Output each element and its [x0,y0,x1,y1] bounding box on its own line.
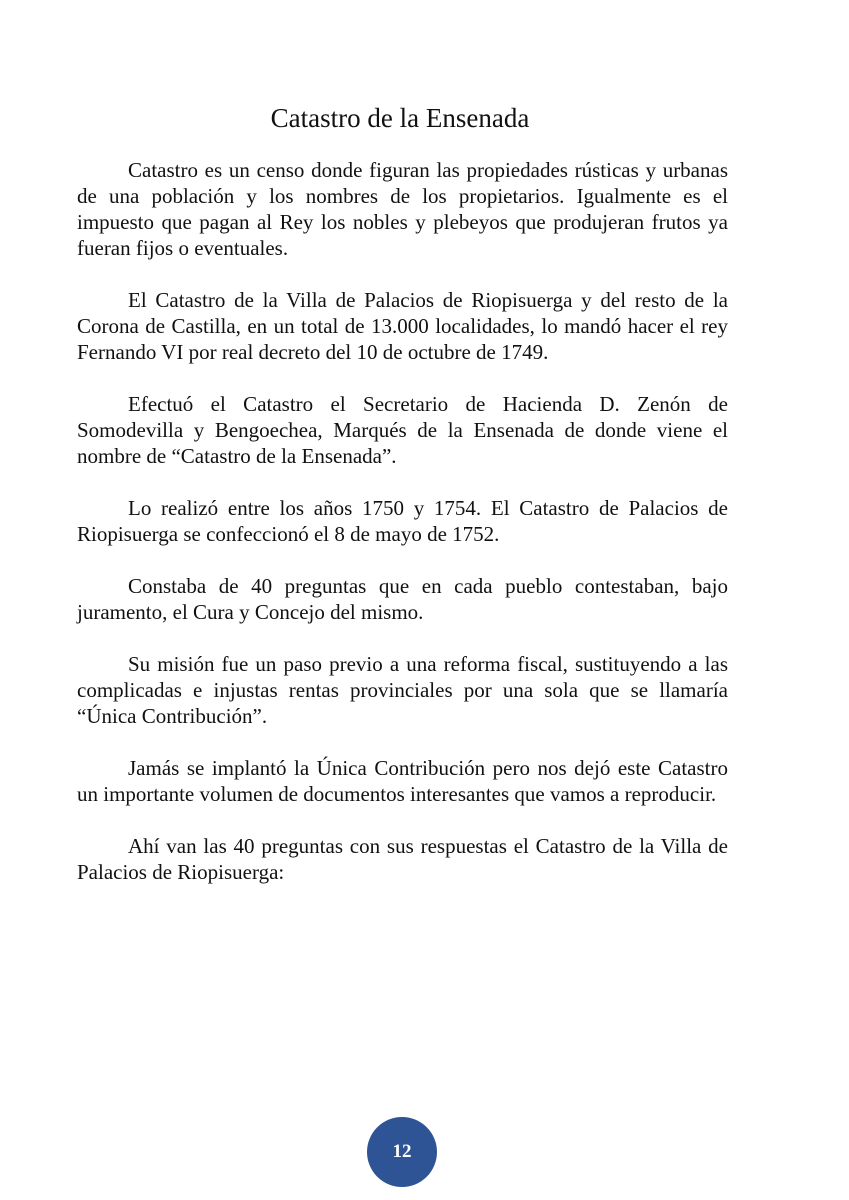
paragraph-secretary: Efectuó el Catastro el Secretario de Hacienda D. Zenón de Somodevilla y Bengoechea, Marqués de la Ensenada de donde viene el nombre de “Catastro de la Ensenada”. [77,392,728,468]
paragraph-definition: Catastro es un censo donde figuran las propiedades rústicas y urbanas de una población y los nombres de los propietarios. Igualmente es el impuesto que pagan al Rey los nobles y plebeyos que produjeran frutos ya fueran fijos o eventuales. [77,158,728,260]
paragraph-royal-decree: El Catastro de la Villa de Palacios de Riopisuerga y del resto de la Corona de Castilla, en un total de 13.000 localidades, lo mandó hacer el rey Fernando VI por real decreto del 10 de octubre de 1749. [77,288,728,364]
page-title: Catastro de la Ensenada [270,103,530,133]
paragraph-questions: Constaba de 40 preguntas que en cada pueblo contestaban, bajo juramento, el Cura y Concejo del mismo. [77,574,728,624]
paragraph-legacy: Jamás se implantó la Única Contribución pero nos dejó este Catastro un importante volumen de documentos interesantes que vamos a reproducir. [77,756,728,806]
paragraph-intro-questions: Ahí van las 40 preguntas con sus respuestas el Catastro de la Villa de Palacios de Riopisuerga: [77,834,728,884]
page-number-badge: 12 [367,1117,437,1187]
paragraph-mission: Su misión fue un paso previo a una reforma fiscal, sustituyendo a las complicadas e injustas rentas provinciales por una sola que se llamaría “Única Contribución”. [77,652,728,728]
paragraph-dates: Lo realizó entre los años 1750 y 1754. El Catastro de Palacios de Riopisuerga se confeccionó el 8 de mayo de 1752. [77,496,728,546]
document-body [77,157,728,911]
